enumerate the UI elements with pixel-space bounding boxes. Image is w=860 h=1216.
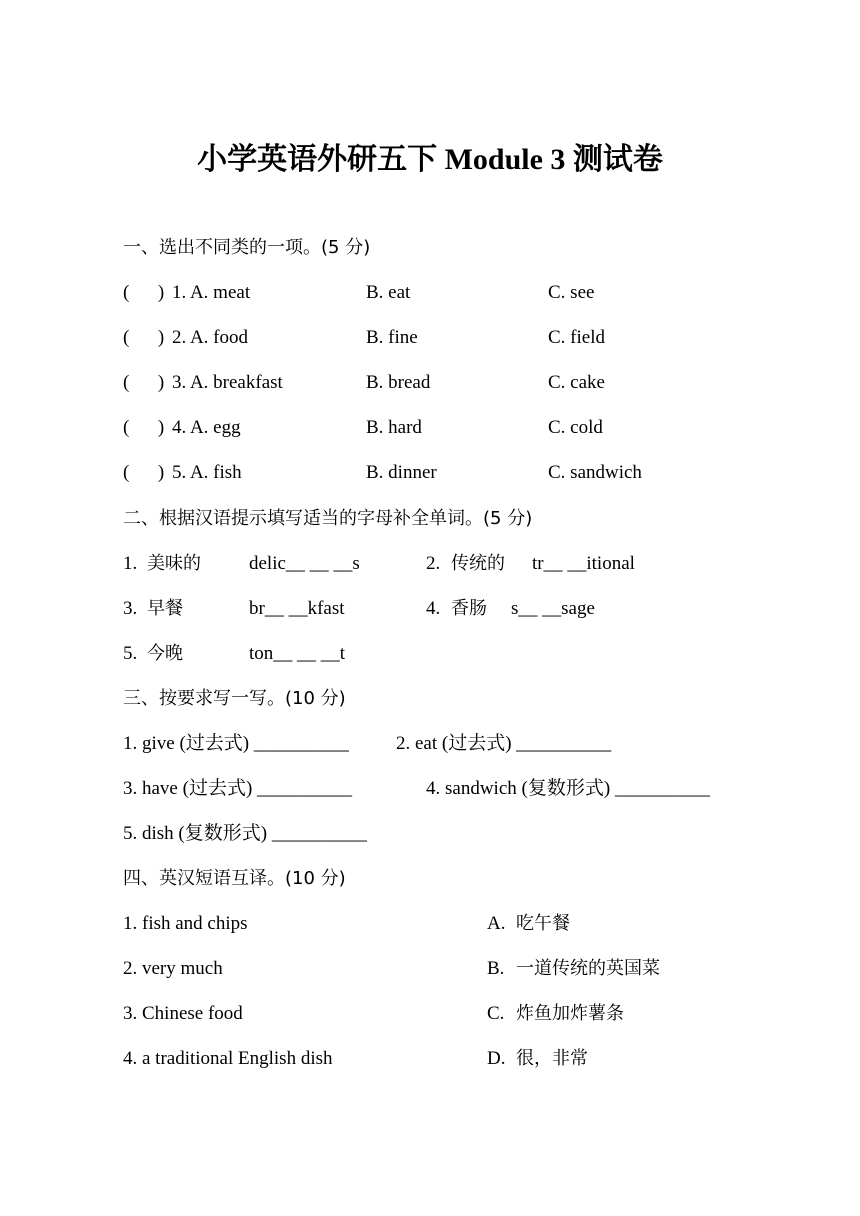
option-letter: A. xyxy=(487,913,506,934)
item-number: 1. xyxy=(123,553,138,574)
item-number: 2. xyxy=(426,553,441,574)
chinese-phrase: 一道传统的英国菜 xyxy=(516,958,660,979)
transform-item: 4. sandwich (复数形式) __________ xyxy=(426,778,710,799)
option-b: B. fine xyxy=(366,327,418,348)
option-a: 4. A. egg xyxy=(172,417,241,438)
section3-heading: 三、按要求写一写。(10 分) xyxy=(123,688,346,709)
answer-paren: ( ) xyxy=(123,282,165,303)
answer-paren: ( ) xyxy=(123,417,165,438)
word-blank: ton__ __ __t xyxy=(249,643,346,664)
option-b: B. hard xyxy=(366,417,422,438)
transform-item: 2. eat (过去式) __________ xyxy=(396,733,612,754)
option-b: B. bread xyxy=(366,372,431,393)
option-b: B. dinner xyxy=(366,462,437,483)
option-a: 3. A. breakfast xyxy=(172,372,283,393)
english-phrase: 3. Chinese food xyxy=(123,1003,243,1024)
option-a: 1. A. meat xyxy=(172,282,251,303)
chinese-hint: 传统的 xyxy=(451,553,505,574)
chinese-hint: 今晚 xyxy=(147,643,183,664)
option-c: C. sandwich xyxy=(548,462,642,483)
item-number: 3. xyxy=(123,598,138,619)
section4-heading: 四、英汉短语互译。(10 分) xyxy=(123,868,346,889)
item-number: 4. xyxy=(426,598,441,619)
english-phrase: 1. fish and chips xyxy=(123,913,248,934)
section1-heading: 一、选出不同类的一项。(5 分) xyxy=(123,237,371,258)
section2-heading: 二、根据汉语提示填写适当的字母补全单词。(5 分) xyxy=(123,508,533,529)
option-c: C. field xyxy=(548,327,605,348)
english-phrase: 2. very much xyxy=(123,958,223,979)
option-letter: D. xyxy=(487,1048,506,1069)
answer-paren: ( ) xyxy=(123,372,165,393)
word-blank: s__ __sage xyxy=(511,598,595,619)
answer-paren: ( ) xyxy=(123,327,165,348)
chinese-phrase: 炸鱼加炸薯条 xyxy=(516,1003,624,1024)
item-number: 5. xyxy=(123,643,138,664)
page-title: 小学英语外研五下 Module 3 测试卷 xyxy=(197,143,663,176)
chinese-hint: 早餐 xyxy=(147,598,183,619)
chinese-hint: 香肠 xyxy=(451,598,487,619)
option-c: C. see xyxy=(548,282,595,303)
english-phrase: 4. a traditional English dish xyxy=(123,1048,333,1069)
word-blank: delic__ __ __s xyxy=(249,553,360,574)
option-letter: C. xyxy=(487,1003,505,1024)
word-blank: br__ __kfast xyxy=(249,598,345,619)
option-c: C. cold xyxy=(548,417,603,438)
option-letter: B. xyxy=(487,958,505,979)
word-blank: tr__ __itional xyxy=(532,553,635,574)
option-a: 2. A. food xyxy=(172,327,248,348)
option-b: B. eat xyxy=(366,282,411,303)
chinese-phrase: 吃午餐 xyxy=(516,913,570,934)
chinese-phrase: 很，非常 xyxy=(516,1048,588,1069)
transform-item: 1. give (过去式) __________ xyxy=(123,733,349,754)
option-c: C. cake xyxy=(548,372,605,393)
chinese-hint: 美味的 xyxy=(147,553,201,574)
option-a: 5. A. fish xyxy=(172,462,242,483)
transform-item: 3. have (过去式) __________ xyxy=(123,778,353,799)
answer-paren: ( ) xyxy=(123,462,165,483)
transform-item: 5. dish (复数形式) __________ xyxy=(123,823,367,844)
